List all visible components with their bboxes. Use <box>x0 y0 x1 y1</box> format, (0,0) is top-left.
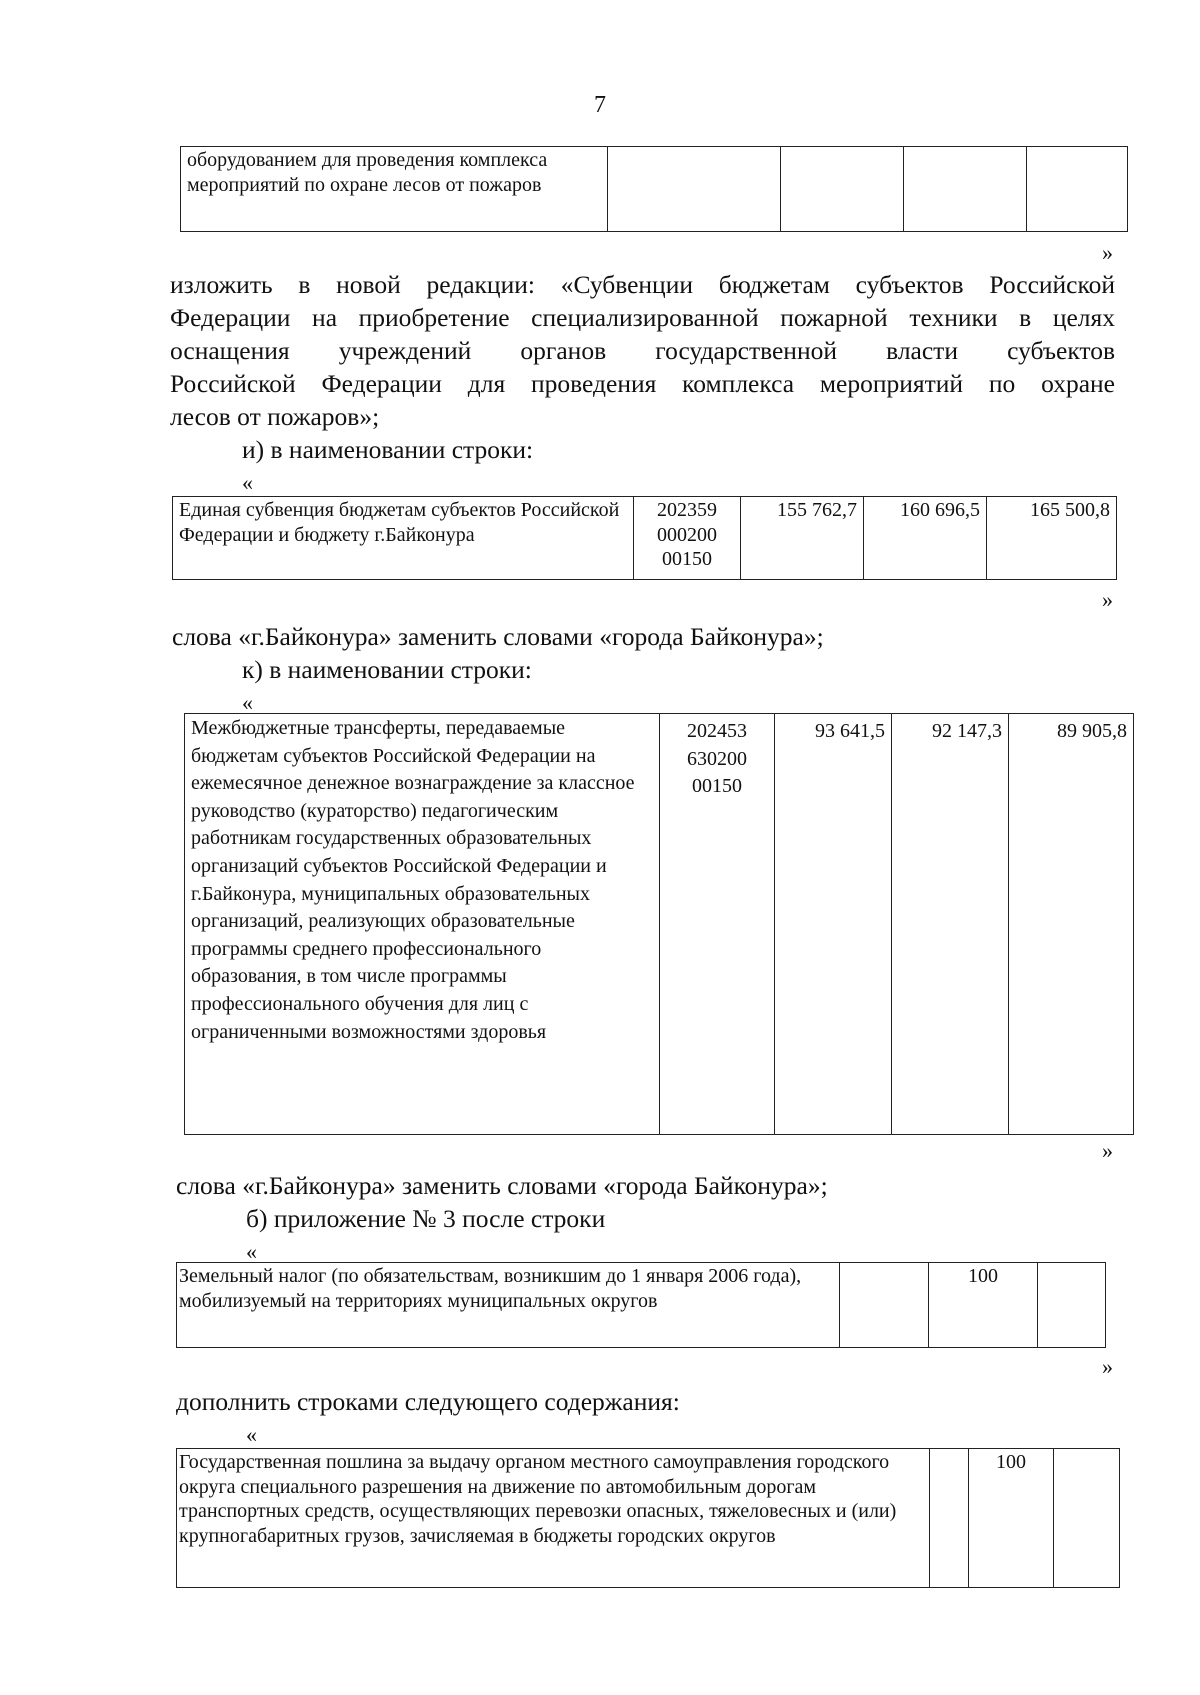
close-quote: » <box>1102 1354 1113 1379</box>
replace-instruction: слова «г.Байконура» заменить словами «города Байконура»; <box>172 622 824 651</box>
open-quote: « <box>242 690 253 715</box>
close-quote: » <box>1102 1138 1113 1163</box>
table-cell-name: Государственная пошлина за выдачу органом местного самоуправления городского округа специального разрешения на движение по автомобильным дорогам транспортных средств, осуществляющих перевозки опасных, тяжеловесных и (или) крупногабаритных грузов, зачисляемая в бюджеты городских округов <box>177 1449 930 1588</box>
table-new-rows <box>176 1448 1120 1588</box>
paragraph-line: лесов от пожаров»; <box>170 402 380 431</box>
close-quote: » <box>1102 587 1113 612</box>
table-row <box>181 147 1128 232</box>
table-cell-empty <box>930 1449 969 1588</box>
table-cell-value: 165 500,8 <box>987 497 1117 580</box>
item-b: б) приложение № 3 после строки <box>246 1204 606 1233</box>
table-cell-empty <box>1038 1263 1106 1348</box>
table-i <box>172 496 1117 580</box>
page-number: 7 <box>594 92 606 118</box>
table-row <box>177 1449 1120 1588</box>
table-cell-name: оборудованием для проведения комплекса мероприятий по охране лесов от пожаров <box>181 147 608 232</box>
close-quote: » <box>1102 240 1113 265</box>
paragraph-line: Российской Федерации для проведения комплекса мероприятий по охране <box>170 369 1115 398</box>
table-cell-value <box>781 147 904 232</box>
table-k <box>184 713 1134 1135</box>
table-cell-value: 92 147,3 <box>892 714 1009 1135</box>
table-cell-value: 100 <box>929 1263 1038 1348</box>
supplement-instruction: дополнить строками следующего содержания: <box>176 1387 680 1416</box>
item-k: к) в наименовании строки: <box>242 655 532 684</box>
paragraph-line: Федерации на приобретение специализированной пожарной техники в целях <box>170 303 1115 332</box>
open-quote: « <box>246 1239 257 1264</box>
paragraph-line: изложить в новой редакции: «Субвенции бюджетам субъектов Российской <box>170 270 1115 299</box>
table-top <box>180 146 1128 232</box>
table-cell-code: 202359 000200 00150 <box>634 497 741 580</box>
open-quote: « <box>242 470 253 495</box>
table-row <box>177 1263 1106 1348</box>
item-i: и) в наименовании строки: <box>242 435 534 464</box>
table-cell-code: 202453 630200 00150 <box>660 714 775 1135</box>
paragraph-line: оснащения учреждений органов государственной власти субъектов <box>170 336 1115 365</box>
table-cell-value: 100 <box>969 1449 1054 1588</box>
table-cell-name: Единая субвенция бюджетам субъектов Российской Федерации и бюджету г.Байконура <box>173 497 634 580</box>
open-quote: « <box>246 1422 257 1447</box>
table-cell-empty <box>840 1263 929 1348</box>
table-cell-value: 93 641,5 <box>775 714 892 1135</box>
table-cell-name: Межбюджетные трансферты, передаваемые бюджетам субъектов Российской Федерации на ежемесячное денежное вознаграждение за классное руководство (кураторство) педагогическим работникам государственных образовательных организаций субъектов Российской Федерации и г.Байконура, муниципальных образовательных организаций, реализующих образовательные программы среднего профессионального образования, в том числе программы профессионального обучения для лиц с ограниченными возможностями здоровья <box>185 714 660 1135</box>
table-cell-value: 160 696,5 <box>864 497 987 580</box>
table-cell-value: 155 762,7 <box>741 497 864 580</box>
table-b <box>176 1262 1106 1348</box>
table-cell-code <box>608 147 781 232</box>
table-cell-empty <box>1054 1449 1120 1588</box>
replace-instruction: слова «г.Байконура» заменить словами «города Байконура»; <box>176 1171 828 1200</box>
table-cell-value: 89 905,8 <box>1009 714 1134 1135</box>
table-cell-name: Земельный налог (по обязательствам, возникшим до 1 января 2006 года), мобилизуемый на территориях муниципальных округов <box>177 1263 840 1348</box>
table-row <box>185 714 1134 1135</box>
table-cell-value <box>904 147 1027 232</box>
table-row <box>173 497 1117 580</box>
table-cell-value <box>1027 147 1128 232</box>
